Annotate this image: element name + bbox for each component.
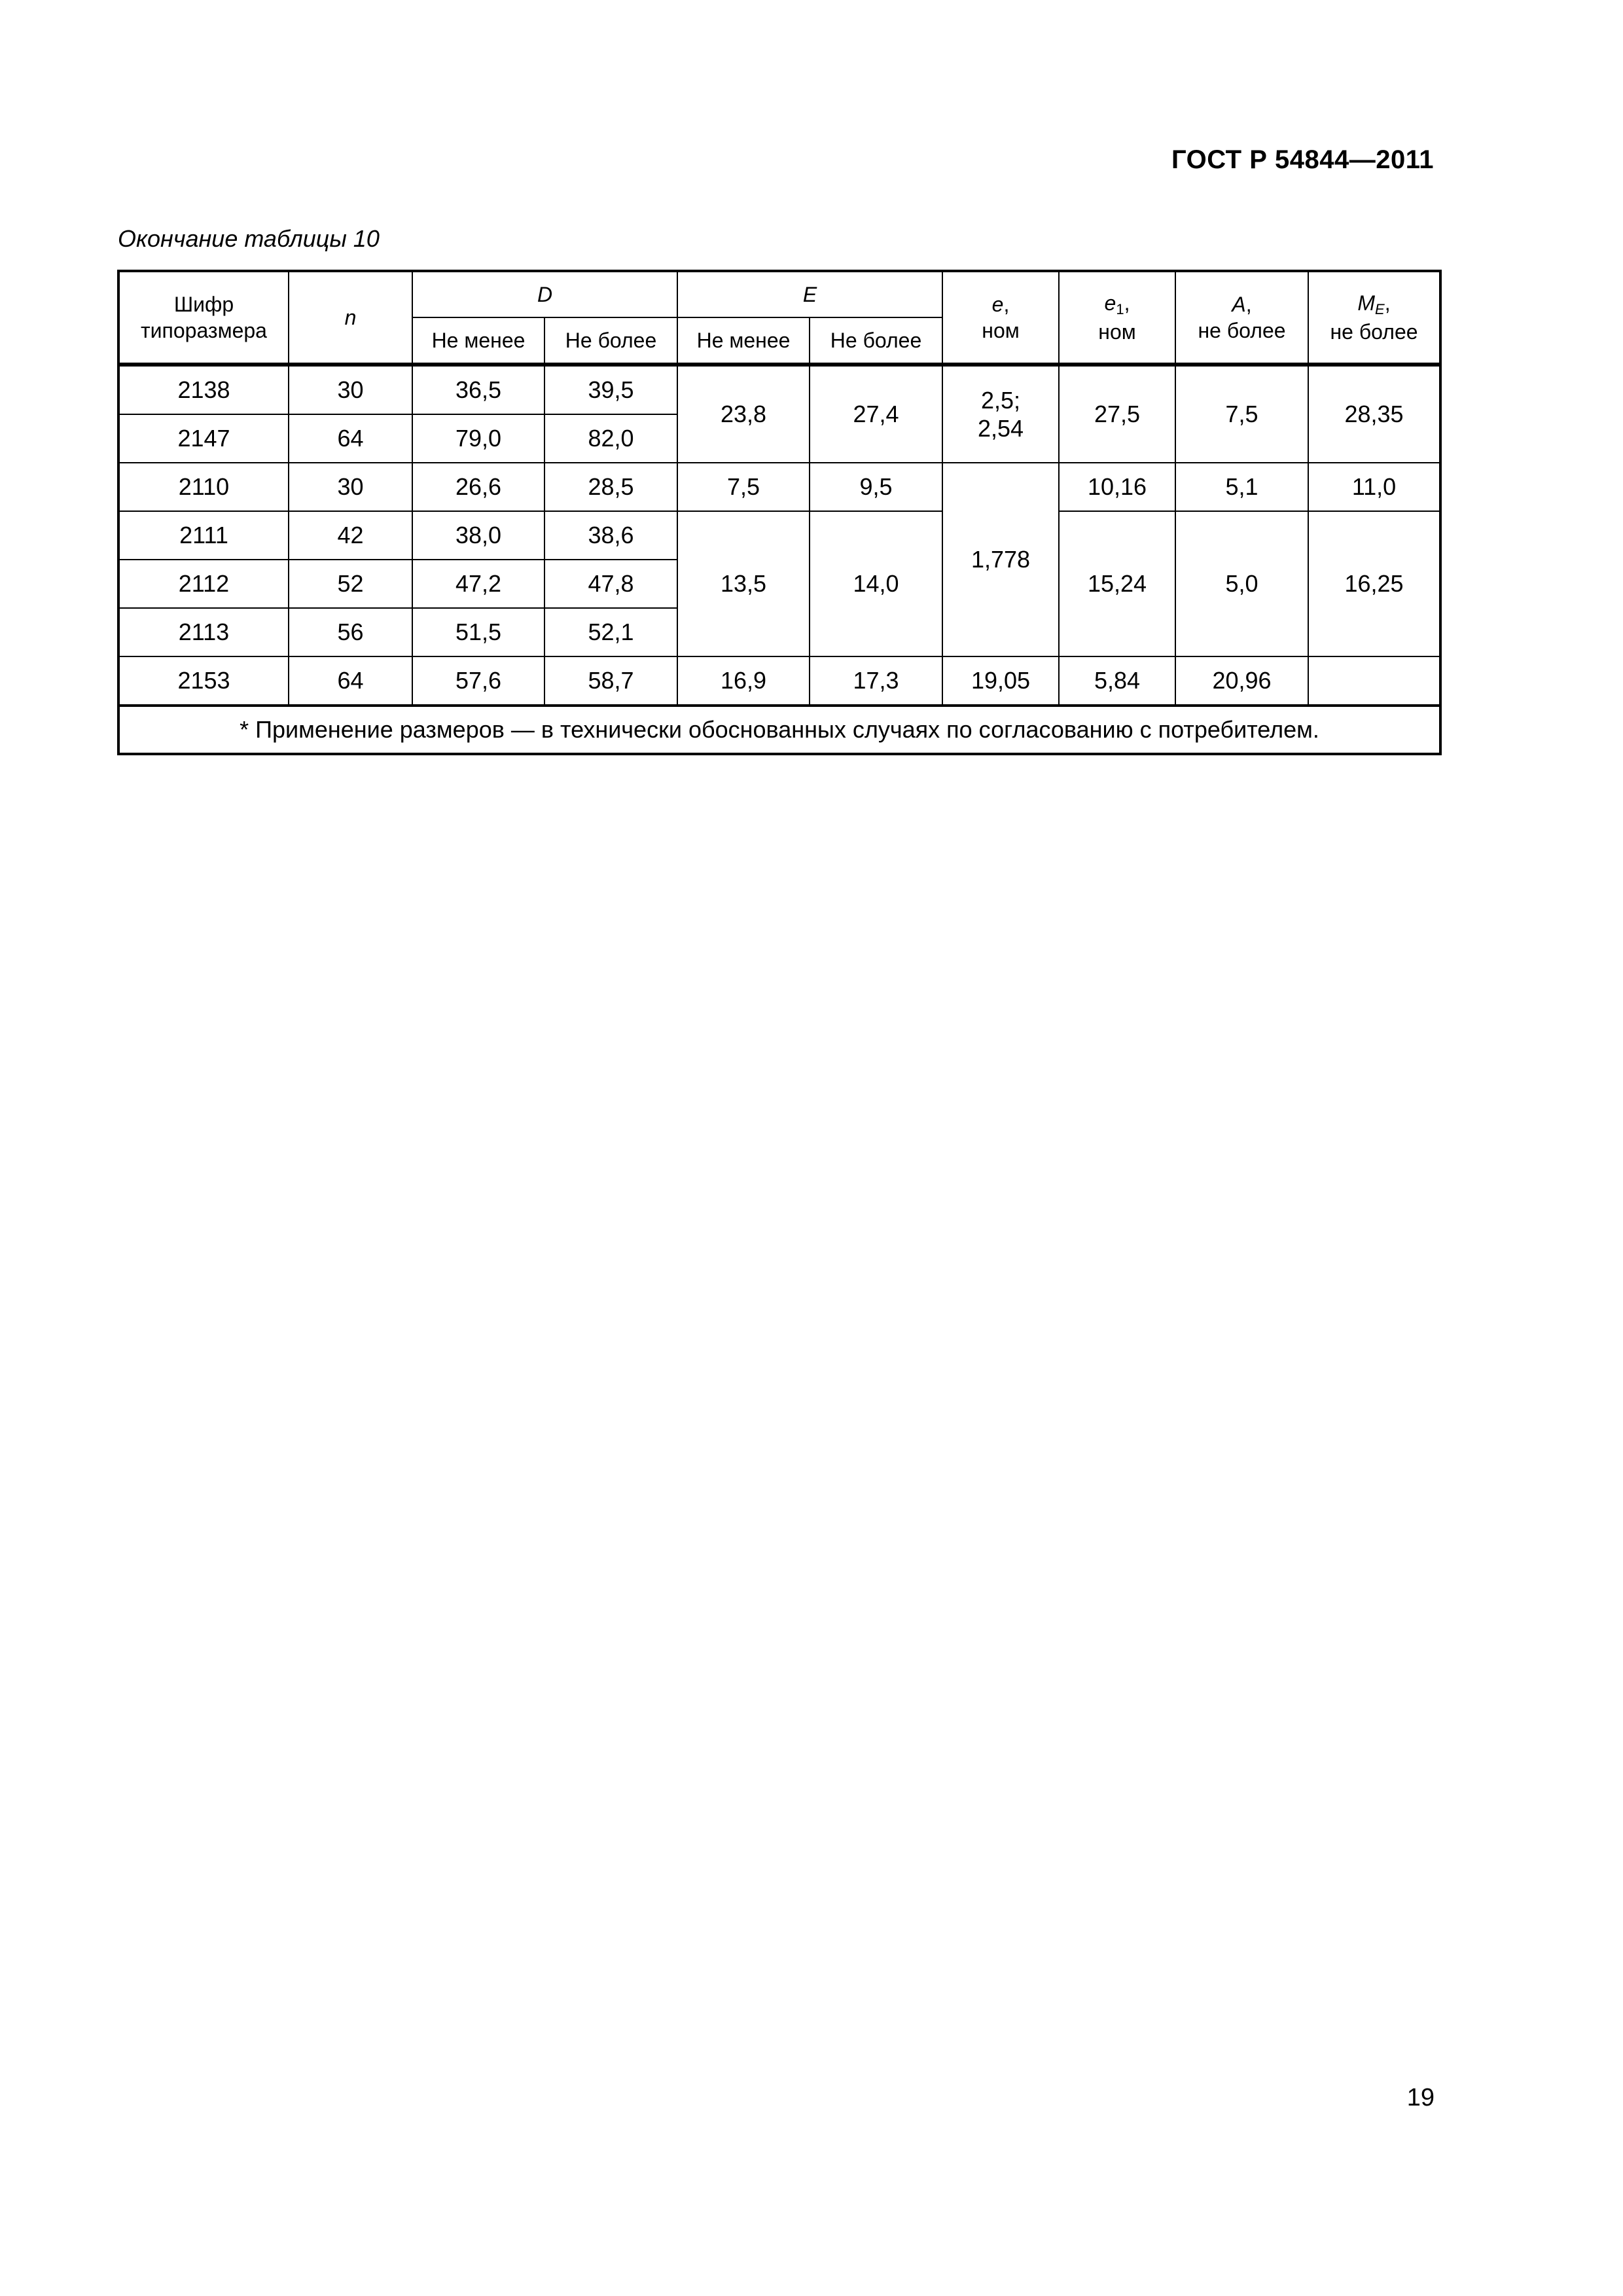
header-ME: $M_E$, не более (1308, 271, 1440, 365)
cell-e-min: 13,5 (677, 511, 810, 656)
cell-d-max: 38,6 (544, 511, 677, 560)
cell-n: 52 (289, 560, 412, 608)
cell-e-min: 7,5 (677, 463, 810, 511)
header-ME-subscript: E (1375, 301, 1385, 318)
cell-e1: 10,16 (1059, 463, 1175, 511)
cell-e-line2: 2,54 (977, 415, 1024, 442)
cell-e: 1,778 (942, 463, 1059, 656)
header-e1-subscript: 1 (1116, 301, 1124, 318)
cell-d-max: 47,8 (544, 560, 677, 608)
cell-e-min: 23,8 (677, 365, 810, 463)
header-e1-symbol: e (1104, 291, 1116, 315)
cell-n: 30 (289, 463, 412, 511)
cell-code: 2138 (118, 365, 289, 414)
cell-d-min: 26,6 (412, 463, 544, 511)
cell-n: 30 (289, 365, 412, 414)
cell-code: 2111 (118, 511, 289, 560)
cell-d-min: 79,0 (412, 414, 544, 463)
cell-e (942, 365, 1059, 463)
header-e1: $e_1$, ном (1059, 271, 1175, 365)
header-e-symbol: e (991, 293, 1004, 316)
table-caption: Окончание таблицы 10 (118, 225, 380, 252)
header-ME-symbol: M (1357, 291, 1376, 315)
table-row (118, 656, 1440, 706)
cell-code: 2153 (118, 656, 289, 706)
cell-e-min: 16,9 (677, 656, 810, 706)
header-E-max: Не более (810, 317, 942, 365)
header-A-symbol: A (1232, 293, 1246, 316)
header-E-min: Не менее (677, 317, 810, 365)
header-D-max: Не более (544, 317, 677, 365)
cell-code: 2147 (118, 414, 289, 463)
header-row-1 (118, 271, 1440, 317)
table-row (118, 511, 1440, 560)
page-number: 19 (1406, 2084, 1435, 2111)
cell-d-min: 47,2 (412, 560, 544, 608)
cell-d-max: 28,5 (544, 463, 677, 511)
footnote-row (118, 706, 1440, 754)
table-row (118, 365, 1440, 414)
header-E: E (677, 271, 942, 317)
header-e1-nom: ном (1098, 319, 1136, 344)
header-D: D (412, 271, 677, 317)
cell-me: 20,96 (1175, 656, 1308, 706)
cell-code: 2113 (118, 608, 289, 656)
cell-d-max: 39,5 (544, 365, 677, 414)
cell-n: 64 (289, 656, 412, 706)
cell-e-line1: 2,5; (980, 386, 1021, 414)
cell-a: 5,0 (1175, 511, 1308, 656)
cell-e-max: 9,5 (810, 463, 942, 511)
header-code (118, 271, 289, 365)
header-D-min: Не менее (412, 317, 544, 365)
cell-e-max: 27,4 (810, 365, 942, 463)
cell-e1: 19,05 (942, 656, 1059, 706)
header-A-text: не более (1198, 319, 1286, 342)
header-code-line1: Шифр (173, 293, 234, 316)
header-ME-text: не более (1330, 319, 1418, 344)
cell-e1: 15,24 (1059, 511, 1175, 656)
cell-me: 11,0 (1308, 463, 1440, 511)
cell-d-min: 38,0 (412, 511, 544, 560)
dimensions-table (117, 270, 1442, 755)
cell-d-min: 57,6 (412, 656, 544, 706)
cell-n: 42 (289, 511, 412, 560)
cell-me: 28,35 (1308, 365, 1440, 463)
cell-d-max: 58,7 (544, 656, 677, 706)
cell-code: 2110 (118, 463, 289, 511)
cell-n: 64 (289, 414, 412, 463)
cell-me: 16,25 (1308, 511, 1440, 656)
cell-a: 5,1 (1175, 463, 1308, 511)
header-e-nom: ном (982, 319, 1020, 342)
cell-d-min: 51,5 (412, 608, 544, 656)
header-e: e, ном (942, 271, 1059, 365)
cell-n: 56 (289, 608, 412, 656)
table-footnote: * Применение размеров — в технически обоснованных случаях по согласованию с потребителем. (118, 706, 1440, 754)
header-n: n (289, 271, 412, 365)
cell-e1: 27,5 (1059, 365, 1175, 463)
cell-d-min: 36,5 (412, 365, 544, 414)
header-code-line2: типоразмера (141, 319, 267, 342)
cell-code: 2112 (118, 560, 289, 608)
cell-e-max: 14,0 (810, 511, 942, 656)
cell-a: 5,84 (1059, 656, 1175, 706)
cell-d-max: 52,1 (544, 608, 677, 656)
cell-d-max: 82,0 (544, 414, 677, 463)
table-row (118, 463, 1440, 511)
header-A: A, не более (1175, 271, 1308, 365)
cell-e-max: 17,3 (810, 656, 942, 706)
cell-a: 7,5 (1175, 365, 1308, 463)
document-standard-number: ГОСТ Р 54844—2011 (1171, 145, 1434, 174)
